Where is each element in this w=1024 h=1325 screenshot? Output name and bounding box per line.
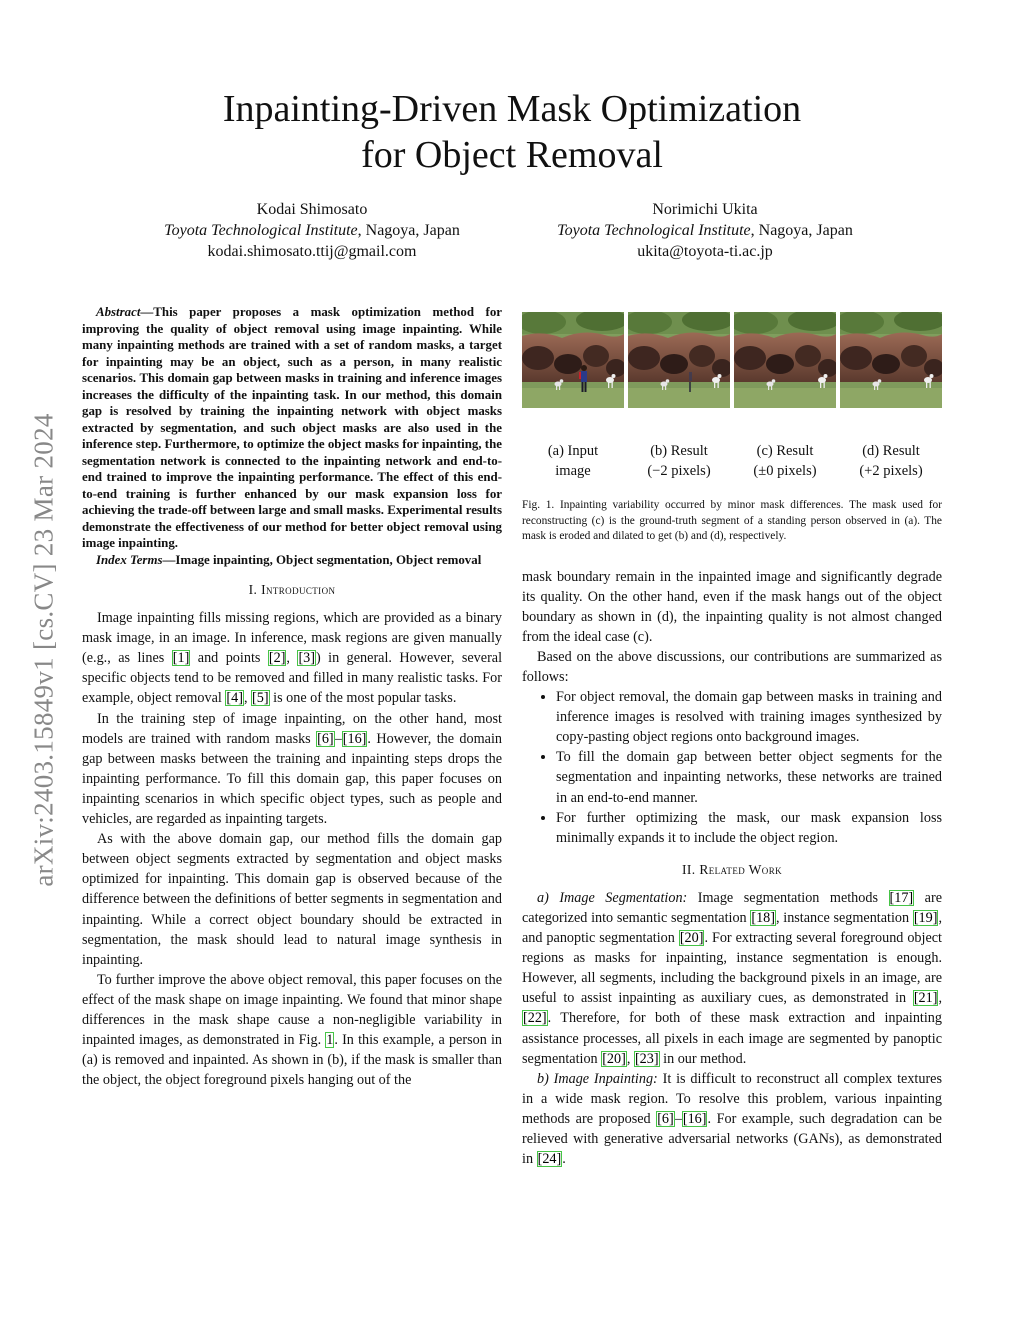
citation-link[interactable]: [17] [889, 889, 914, 906]
panel-image-input [522, 312, 624, 408]
author-email: ukita@toyota-ti.ac.jp [637, 243, 773, 260]
panel-caption: (d) Result (+2 pixels) [859, 443, 923, 479]
abstract [82, 304, 502, 568]
panel-image-result-plus2 [840, 312, 942, 408]
citation-link[interactable]: [19] [913, 910, 938, 926]
intro-paragraph-3: As with the above domain gap, our method fills the domain gap between object segments extracted by segmentation and object masks optimized for inpainting. This domain gap is observed because of the difference between the definitions of better segments in segmentation and inpainting. While a correct object boundary should be extracted in segmentation, the mask should lead to natural image synthesis in inpainting. [82, 831, 502, 968]
contributions-list [522, 687, 942, 848]
left-column [82, 304, 502, 1090]
paragraph-image-inpainting: b) Image Inpainting: It is difficult to reconstruct all complex textures in a wide mask region. To resolve this problem, various inpainting methods are proposed [6]–[16]. For example, such degradation can be relieved with generative adversarial networks (GANs), as demonstrated in [24]. [522, 1070, 942, 1168]
citation-link[interactable]: [6] [317, 730, 334, 747]
citation-link[interactable]: [20] [679, 930, 704, 947]
citation-link[interactable]: [16] [682, 1110, 707, 1127]
right-paragraph-continuation: mask boundary remain in the inpainted image and significantly degrade its quality. On the other hand, even if the mask hangs out of the object boundary as shown in (d), the inpainting quality is not almost changed from the ideal case (c). [522, 568, 942, 645]
section-number: II. [681, 861, 700, 877]
section-heading-introduction [82, 580, 502, 600]
figure-1 [522, 312, 942, 481]
section-number: I. [248, 582, 262, 597]
figure-panel-b [628, 312, 730, 481]
figure-caption: Fig. 1. Inpainting variability occurred by minor mask differences. The mask used for reconstructing (c) is the ground-truth segment of a standing person observed in (a). The mask is eroded and dilated to get (b) and (d), respectively. [522, 499, 942, 542]
list-item: • For further optimizing the mask, our mask expansion loss minimally expands it to include the object region. [556, 808, 942, 848]
arxiv-watermark [22, 340, 66, 960]
abstract-text: —This paper proposes a mask optimization method for improving the quality of object removal using image inpainting. While many inpainting methods are trained with a set of random masks, a target for inpainting may be an object, such as a person, in many realistic scenarios. This domain gap between masks in training and inference images increases the difficulty of the inpainting task. In our method, this domain gap is resolved by training the inpainting network with object masks extracted by segmentation, and such object masks are also used in the inference step. Furthermore, to optimize the object masks for inpainting, the segmentation network is connected to the inpainting network and end-to-end trained to improve the inpainting performance. The effect of this end-to-end training is further enhanced by our mask expansion loss for achieving the trade-off between large and small masks. Experimental results demonstrate the effectiveness of our method for better object removal using image inpainting. [82, 305, 502, 550]
citation-link[interactable]: [4] [226, 690, 243, 707]
author-name: Kodai Shimosato [256, 201, 368, 218]
citation-link[interactable]: [20] [602, 1050, 626, 1067]
citation-link[interactable]: [2] [268, 650, 286, 667]
author-affiliation: Toyota Technological Institute [164, 222, 358, 239]
list-item: • To fill the domain gap between better object segments for the segmentation and inpainting networks, these networks are trained in an end-to-end manner. [556, 747, 942, 807]
citation-link[interactable]: [1] [172, 650, 190, 667]
panel-caption: (b) Result (−2 pixels) [647, 443, 711, 479]
panel-image-result-zero [734, 312, 836, 408]
figure-link[interactable]: 1 [326, 1032, 334, 1049]
citation-link[interactable]: [5] [252, 690, 269, 707]
citation-link[interactable]: [24] [537, 1151, 562, 1168]
section-title: Introduction [261, 582, 336, 597]
panel-image-result-minus2 [628, 312, 730, 408]
right-column [522, 312, 942, 1169]
arxiv-id: arXiv:2403.15849v1 [cs.CV] 23 Mar 2024 [28, 413, 59, 887]
paragraph-image-segmentation: a) Image Segmentation: Image segmentation methods [17] are categorized into semantic segmentation [18], instance segmentation [19], and panoptic segmentation [20]. For extracting several foreground object regions as masks for inpainting, instance segmentation is enough. However, all segments, including the background pixels in an image, are useful to assist inpainting as auxiliary cues, as demonstrated in [21], [22]. Therefore, for both of these mask extraction and inpainting assistance processes, all pixels in each image are segmented by panoptic segmentation [20], [23] in our method. [522, 889, 942, 1067]
citation-link[interactable]: [6] [657, 1110, 674, 1127]
paragraph-title: a) Image Segmentation: [537, 889, 688, 906]
citation-link[interactable]: [3] [298, 650, 315, 667]
figure-panel-a [522, 312, 624, 481]
section-heading-related-work [522, 860, 942, 880]
paragraph-title: b) Image Inpainting: [537, 1070, 658, 1087]
author-block-2 [525, 199, 885, 262]
section-title: Related Work [699, 861, 782, 877]
abstract-label: Abstract [96, 305, 141, 319]
figure-panel-d [840, 312, 942, 481]
author-location: , Nagoya, Japan [357, 222, 460, 239]
author-email: kodai.shimosato.ttij@gmail.com [207, 243, 417, 260]
citation-link[interactable]: [18] [751, 910, 775, 926]
list-item: • For object removal, the domain gap between masks in training and inference images is resolved with training images synthesized by copy-pasting object regions onto background images. [556, 687, 942, 747]
figure-panel-c [734, 312, 836, 481]
paper-title [0, 86, 1024, 178]
panel-caption: (c) Result (±0 pixels) [753, 443, 817, 479]
panel-caption: (a) Input image [547, 443, 599, 479]
intro-paragraph-1: Image inpainting fills missing regions, which are provided as a binary mask image, in an image. In inference, mask regions are given manually (e.g., as lines [1] and points [2], [3]) in general. However, several specific objects tend to be removed and filled in many realistic tasks. For example, object removal [4], [5] is one of the most popular tasks. [82, 610, 503, 707]
author-location: , Nagoya, Japan [750, 222, 853, 239]
title-line-1: Inpainting-Driven Mask Optimization [222, 88, 802, 130]
contributions-intro: Based on the above discussions, our contributions are summarized as follows: [522, 648, 942, 685]
citation-link[interactable]: [23] [634, 1050, 659, 1067]
title-line-2: for Object Removal [361, 134, 663, 176]
author-affiliation: Toyota Technological Institute [557, 222, 751, 239]
intro-paragraph-4: To further improve the above object removal, this paper focuses on the effect of the mask shape on image inpainting. We found that minor shape differences in the mask shape cause a non-negligible variability in inpainted images, as demonstrated in Fig. 1. In this example, a person in (a) is removed and inpainted. As shown in (b), if the mask is smaller than the object, the object foreground pixels hanging out of the [82, 971, 502, 1089]
index-terms-label: Index Terms [96, 552, 163, 567]
author-name: Norimichi Ukita [652, 201, 758, 218]
citation-link[interactable]: [16] [342, 730, 367, 747]
author-block-1 [132, 199, 492, 262]
citation-link[interactable]: [21] [913, 990, 938, 1007]
intro-paragraph-2: In the training step of image inpainting, on the other hand, most models are trained with random masks [6]–[16]. However, the domain gap between masks between the training and inpainting steps drops the inpainting performance. To fill this domain gap, this paper focuses on inpainting scenarios in which specific object types, such as people and vehicles, are regarded as inpainting targets. [82, 710, 502, 828]
index-terms-text: —Image inpainting, Object segmentation, Object removal [162, 552, 482, 567]
citation-link[interactable]: [22] [523, 1010, 547, 1027]
